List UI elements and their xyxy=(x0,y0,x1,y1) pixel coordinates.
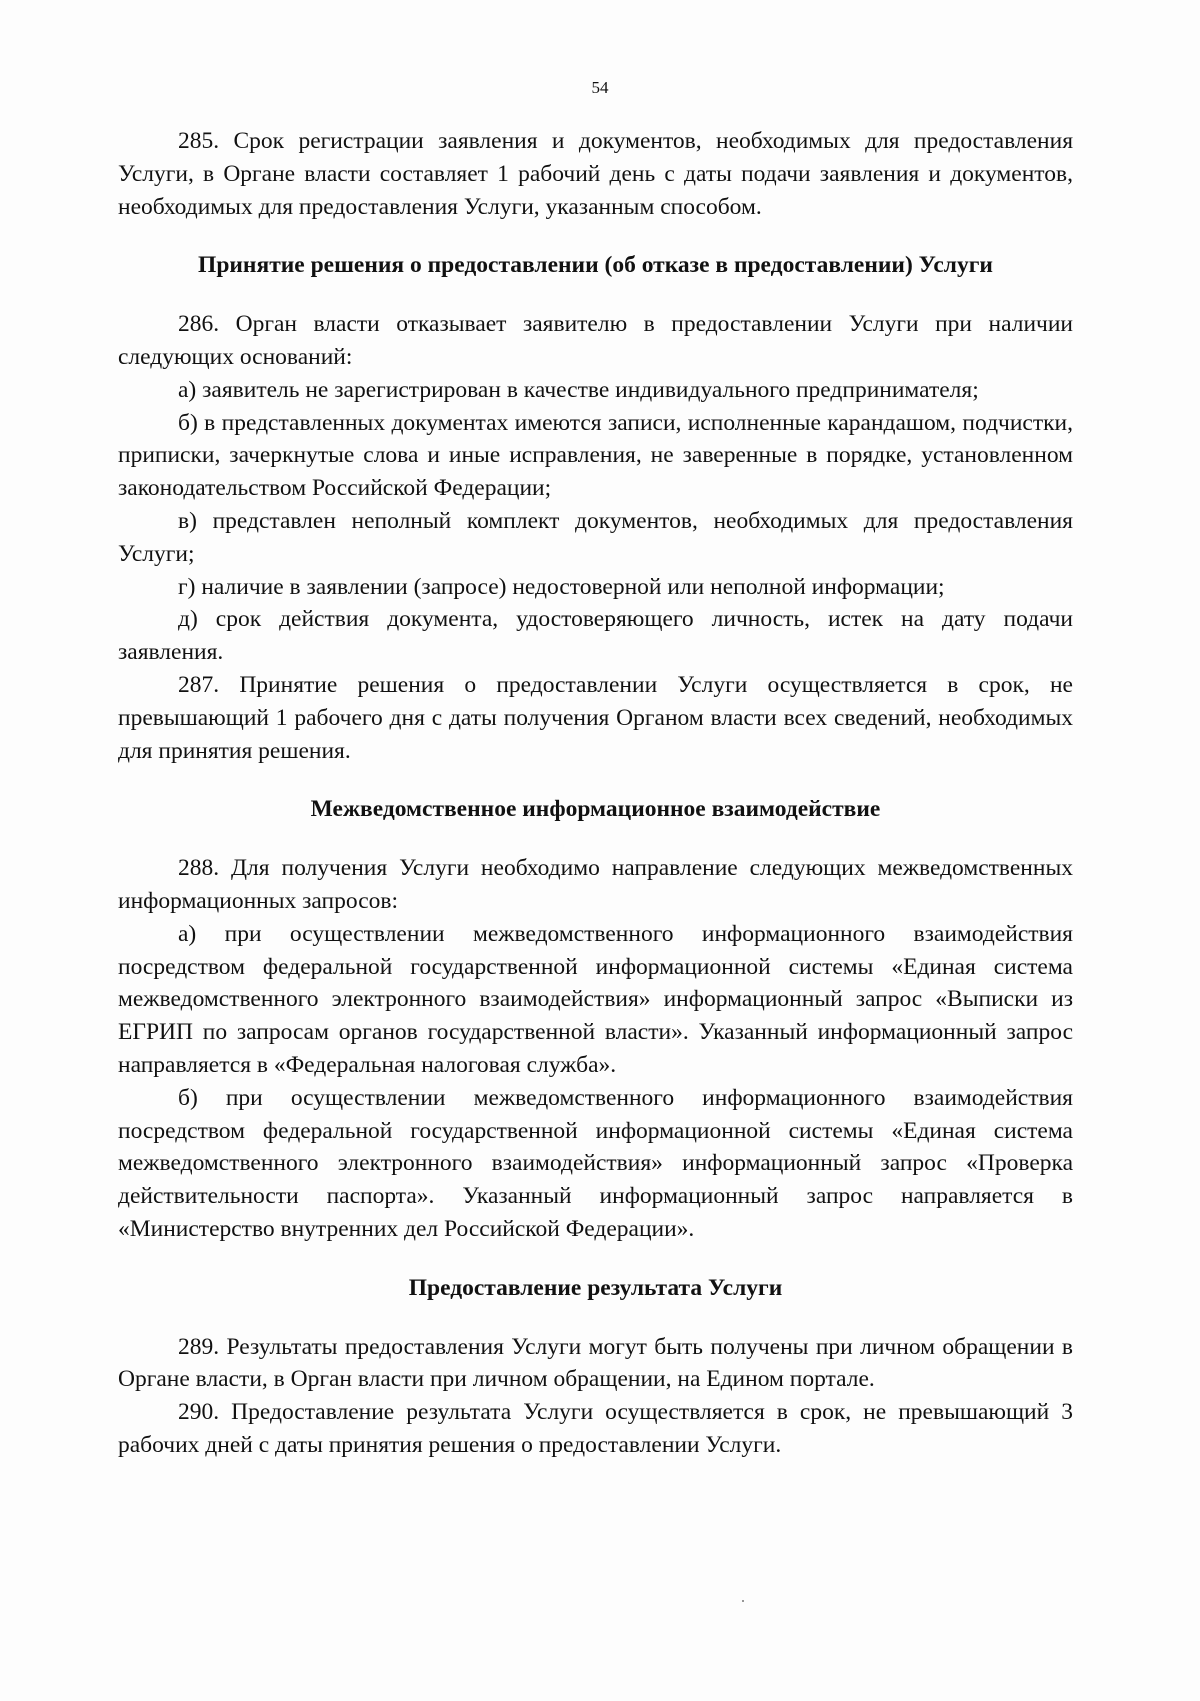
paragraph-285: 285. Срок регистрации заявления и документов, необходимых для предоставления Услуги, в Органе власти составляет 1 рабочий день с даты подачи заявления и документов, необходимых для предоставления Услуги, указанным способом. xyxy=(118,128,1073,220)
paragraph-288: 288. Для получения Услуги необходимо направление следующих межведомственных информационных запросов: xyxy=(118,855,1073,914)
paragraph-286-d: д) срок действия документа, удостоверяющего личность, истек на дату подачи заявления. xyxy=(118,606,1073,666)
paragraph-287: 287. Принятие решения о предоставлении Услуги осуществляется в срок, не превышающий 1 рабочего дня с даты получения Органом власти всех сведений, необходимых для принятия решения. xyxy=(118,671,1073,764)
document-body xyxy=(118,125,1073,1462)
paragraph-288-b: б) при осуществлении межведомственного информационного взаимодействия посредством федеральной государственной информационной системы «Единая система межведомственного электронного взаимодействия» информационный запрос «Проверка действительности паспорта». Указанный информационный запрос направляется в «Министерство внутренних дел Российской Федерации». xyxy=(118,1084,1073,1242)
page-number: 54 xyxy=(591,78,609,97)
section-heading-interagency: Межведомственное информационное взаимодействие xyxy=(310,796,881,823)
paragraph-286: 286. Орган власти отказывает заявителю в предоставлении Услуги при наличии следующих оснований: xyxy=(118,311,1073,370)
scan-speck xyxy=(742,1600,744,1602)
paragraph-288-a: а) при осуществлении межведомственного информационного взаимодействия посредством федеральной государственной информационной системы «Единая система межведомственного электронного взаимодействия» информационный запрос «Выписки из ЕГРИП по запросам органов государственной власти». Указанный информационный запрос направляется в «Федеральная налоговая служба». xyxy=(118,920,1073,1078)
paragraph-290: 290. Предоставление результата Услуги осуществляется в срок, не превышающий 3 рабочих дней с даты принятия решения о предоставлении Услуги. xyxy=(118,1399,1073,1458)
paragraph-289: 289. Результаты предоставления Услуги могут быть получены при личном обращении в Органе власти, в Орган власти при личном обращении, на Едином портале. xyxy=(118,1333,1073,1393)
paragraph-286-b: б) в представленных документах имеются записи, исполненные карандашом, подчистки, приписки, зачеркнутые слова и иные исправления, не заверенные в порядке, установленном законодательством Российской Федерации; xyxy=(118,409,1073,502)
section-heading-decision: Принятие решения о предоставлении (об отказе в предоставлении) Услуги xyxy=(198,252,993,279)
paragraph-286-v: в) представлен неполный комплект документов, необходимых для предоставления Услуги; xyxy=(118,507,1073,567)
paragraph-286-a: а) заявитель не зарегистрирован в качестве индивидуального предпринимателя; xyxy=(178,376,979,403)
section-heading-result: Предоставление результата Услуги xyxy=(408,1274,783,1301)
paragraph-286-g: г) наличие в заявлении (запросе) недостоверной или неполной информации; xyxy=(178,573,945,600)
